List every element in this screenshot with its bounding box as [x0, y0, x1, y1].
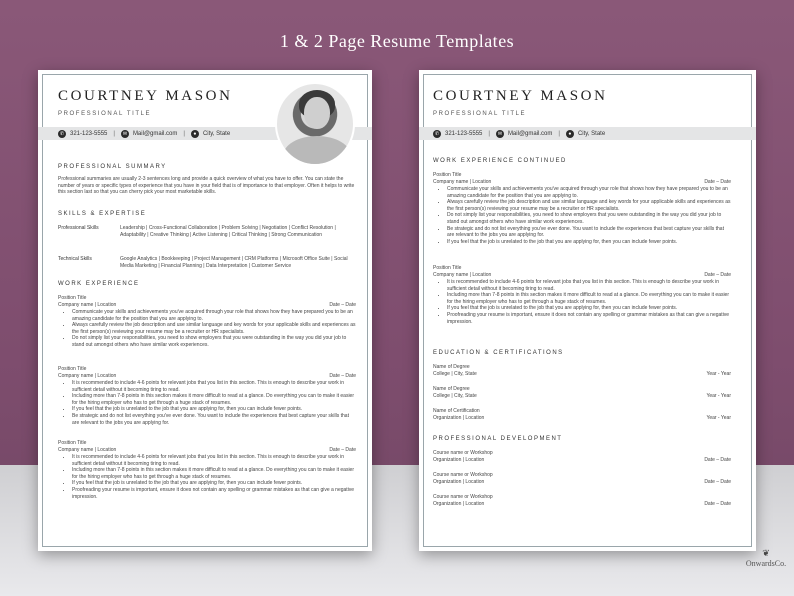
mail-icon: ✉ — [497, 130, 503, 137]
job-meta — [433, 179, 731, 186]
job-dates: Date – Date — [329, 446, 356, 453]
job-company: Company name | Location — [58, 372, 117, 379]
location-icon: ● — [566, 130, 574, 138]
job-meta — [58, 302, 356, 309]
profile-photo — [275, 82, 355, 166]
job-bullets — [447, 279, 731, 325]
candidate-name: COURTNEY MASON — [58, 88, 233, 104]
entry-sub: College | City, State — [433, 392, 477, 399]
job-bullets — [72, 454, 356, 500]
entry-title: Name of Degree — [433, 364, 470, 370]
job-title: Position Title — [433, 172, 462, 178]
job-title: Position Title — [58, 366, 87, 372]
banner-title: 1 & 2 Page Resume Templates — [279, 31, 515, 51]
job-entry — [58, 295, 356, 349]
logo-text: OnwardsCo. — [745, 559, 787, 568]
job-bullet: • Do not simply list your responsibilities, you need to show employers that you were outstanding in the way you did your job to stand out amongst others who have similar work experiences. — [447, 212, 731, 225]
entry-dates: Year - Year — [706, 392, 731, 399]
job-bullet: • Always carefully review the job description and use similar language and key words for your applicable skills and experiences as the first person(s) reviewing your resume may be a recruiter or HR specialists. — [447, 199, 731, 212]
skills-label: Technical Skills — [58, 256, 92, 262]
job-bullet: • If you feel that the job is unrelated to the job that you are applying for, then you can include fewer points. — [72, 480, 356, 487]
job-company: Company name | Location — [433, 271, 492, 278]
job-company: Company name | Location — [433, 178, 492, 185]
brand-logo — [742, 548, 790, 568]
job-bullet: • Be strategic and do not list everything you've ever done. You want to include the experiences that best capture your skills that are relevant to the jobs you are applying for. — [447, 226, 731, 239]
location-icon: ● — [191, 130, 199, 138]
professional-title: PROFESSIONAL TITLE — [433, 111, 527, 117]
job-title: Position Title — [58, 295, 87, 301]
experience-continued-heading: WORK EXPERIENCE CONTINUED — [433, 158, 567, 164]
development-heading: PROFESSIONAL DEVELOPMENT — [433, 436, 563, 442]
entry-sub: Organization | Location — [433, 414, 485, 421]
job-bullet: • If you feel that the job is unrelated to the job that you are applying for, then you can include fewer points. — [447, 305, 731, 312]
job-bullet: • If you feel that the job is unrelated to the job that you are applying for, then you can include fewer points. — [72, 406, 356, 413]
job-meta — [58, 373, 356, 380]
phone-icon: ✆ — [59, 130, 65, 137]
summary-heading: PROFESSIONAL SUMMARY — [58, 164, 167, 170]
entry-title: Name of Degree — [433, 386, 470, 392]
job-company: Company name | Location — [58, 301, 117, 308]
development-entry — [433, 472, 731, 485]
contact-bar — [419, 127, 756, 140]
entry-dates: Date – Date — [704, 500, 731, 507]
contact-phone: ✆ 321-123-5555 — [59, 130, 108, 137]
job-bullet: • It is recommended to include 4-6 points for relevant jobs that you list in this section. This is enough to describe your work in sufficient detail without it becoming tiring to read. — [447, 279, 731, 292]
development-entry — [433, 450, 731, 463]
separator: | — [113, 130, 115, 137]
phone-icon: ✆ — [434, 130, 440, 137]
resume-page-1 — [38, 70, 372, 551]
candidate-name: COURTNEY MASON — [433, 88, 608, 104]
job-bullet: • Including more than 7-8 points in this section makes it more difficult to read at a glance. Do everything you can to make it easier for the hiring employer who has to get through a huge stack of resumes. — [72, 393, 356, 406]
summary-text: Professional summaries are usually 2-3 sentences long and provide a quick overview of what you have to offer. You can state the number of years or specific types of experience that you have in your field that is of importance to that employer. Often it helps to write this section last so that you can cherry pick your most marketable skills. — [58, 176, 355, 196]
contact-location: ● City, State — [566, 130, 605, 138]
entry-sub: College | City, State — [433, 370, 477, 377]
entry-title: Name of Certification — [433, 408, 480, 414]
entry-dates: Year - Year — [706, 414, 731, 421]
job-bullet: • Including more than 7-8 points in this section makes it more difficult to read at a glance. Do everything you can to make it easier for the hiring employer who has to get through a huge stack of resumes. — [72, 467, 356, 480]
photo-face — [304, 97, 330, 129]
skills-value: Google Analytics | Bookkeeping | Project Management | CRM Platforms | Microsoft Office Suite | Social Media Marketing | Financial Planning | Data Interpretation | Customer Service — [120, 256, 348, 269]
job-bullets — [447, 186, 731, 245]
job-bullet: • Always carefully review the job description and use similar language and key words for your applicable skills and experiences as the first person(s) reviewing your resume may be a recruiter or HR specialists. — [72, 322, 356, 335]
job-bullet: • It is recommended to include 4-6 points for relevant jobs that you list in this section. This is enough to describe your work in sufficient detail without it becoming tiring to read. — [72, 380, 356, 393]
photo-shoulders — [283, 136, 351, 166]
job-bullet: • Be strategic and do not list everything you've ever done. You want to include the experiences that best capture your skills that are relevant to the jobs you are applying for. — [72, 413, 356, 426]
entry-dates: Year - Year — [706, 370, 731, 377]
job-meta — [433, 272, 731, 279]
job-entry — [433, 265, 731, 325]
skills-row-technical — [58, 256, 356, 269]
job-bullet: • Communicate your skills and achievements you've acquired through your role that shows how they have prepared you to be an amazing candidate for the position that you are applying to. — [447, 186, 731, 199]
skills-value: Leadership | Cross-Functional Collaboration | Problem Solving | Negotiation | Conflict Resolution | Adaptability | Creative Thinking | Active Listening | Critical Thinking | Strong Communication — [120, 225, 336, 238]
entry-title: Course name or Workshop — [433, 494, 493, 500]
job-bullet: • Proofreading your resume is important, ensure it does not contain any spelling or grammar mistakes as that can give a negative impression. — [447, 312, 731, 325]
contact-phone: ✆ 321-123-5555 — [434, 130, 483, 137]
contact-email: ✉ Mail@gmail.com — [497, 130, 553, 137]
job-entry — [58, 440, 356, 500]
separator: | — [488, 130, 490, 137]
job-entry — [433, 172, 731, 245]
entry-sub: Organization | Location — [433, 456, 485, 463]
education-entry — [433, 364, 731, 377]
job-bullet: • If you feel that the job is unrelated to the job that you are applying for, then you can include fewer points. — [447, 239, 731, 246]
entry-title: Course name or Workshop — [433, 450, 493, 456]
job-meta — [58, 447, 356, 454]
education-entry — [433, 408, 731, 421]
contact-email: ✉ Mail@gmail.com — [122, 130, 178, 137]
job-dates: Date – Date — [329, 301, 356, 308]
job-bullets — [72, 309, 356, 349]
job-title: Position Title — [433, 265, 462, 271]
job-bullets — [72, 380, 356, 426]
entry-dates: Date – Date — [704, 456, 731, 463]
logo-mark-icon: ❦ — [762, 548, 770, 558]
job-dates: Date – Date — [704, 271, 731, 278]
job-bullet: • Proofreading your resume is important, ensure it does not contain any spelling or grammar mistakes as that can give a negative impression. — [72, 487, 356, 500]
entry-sub: Organization | Location — [433, 478, 485, 485]
skills-label: Professional Skills — [58, 225, 99, 231]
entry-dates: Date – Date — [704, 478, 731, 485]
development-entry — [433, 494, 731, 507]
entry-title: Course name or Workshop — [433, 472, 493, 478]
job-entry — [58, 366, 356, 426]
mail-icon: ✉ — [122, 130, 128, 137]
resume-page-2 — [419, 70, 756, 551]
job-bullet: • Communicate your skills and achievements you've acquired through your role that shows how they have prepared you to be an amazing candidate for the position that you are applying to. — [72, 309, 356, 322]
contact-location: ● City, State — [191, 130, 230, 138]
job-title: Position Title — [58, 440, 87, 446]
job-bullet: • It is recommended to include 4-6 points for relevant jobs that you list in this section. This is enough to describe your work in sufficient detail without it becoming tiring to read. — [72, 454, 356, 467]
experience-heading: WORK EXPERIENCE — [58, 281, 140, 287]
separator: | — [183, 130, 185, 137]
job-dates: Date – Date — [704, 178, 731, 185]
skills-heading: SKILLS & EXPERTISE — [58, 211, 147, 217]
professional-title: PROFESSIONAL TITLE — [58, 111, 152, 117]
skills-row-professional — [58, 225, 356, 238]
entry-sub: Organization | Location — [433, 500, 485, 507]
separator: | — [558, 130, 560, 137]
job-bullet: • Including more than 7-8 points in this section makes it more difficult to read at a glance. Do everything you can to make it easier for the hiring employer who has to get through a huge stack of resumes. — [447, 292, 731, 305]
education-heading: EDUCATION & CERTIFICATIONS — [433, 350, 564, 356]
education-entry — [433, 386, 731, 399]
job-bullet: • Do not simply list your responsibilities, you need to show employers that you were outstanding in the way you did your job to stand out amongst others who have similar work experiences. — [72, 335, 356, 348]
job-company: Company name | Location — [58, 446, 117, 453]
job-dates: Date – Date — [329, 372, 356, 379]
